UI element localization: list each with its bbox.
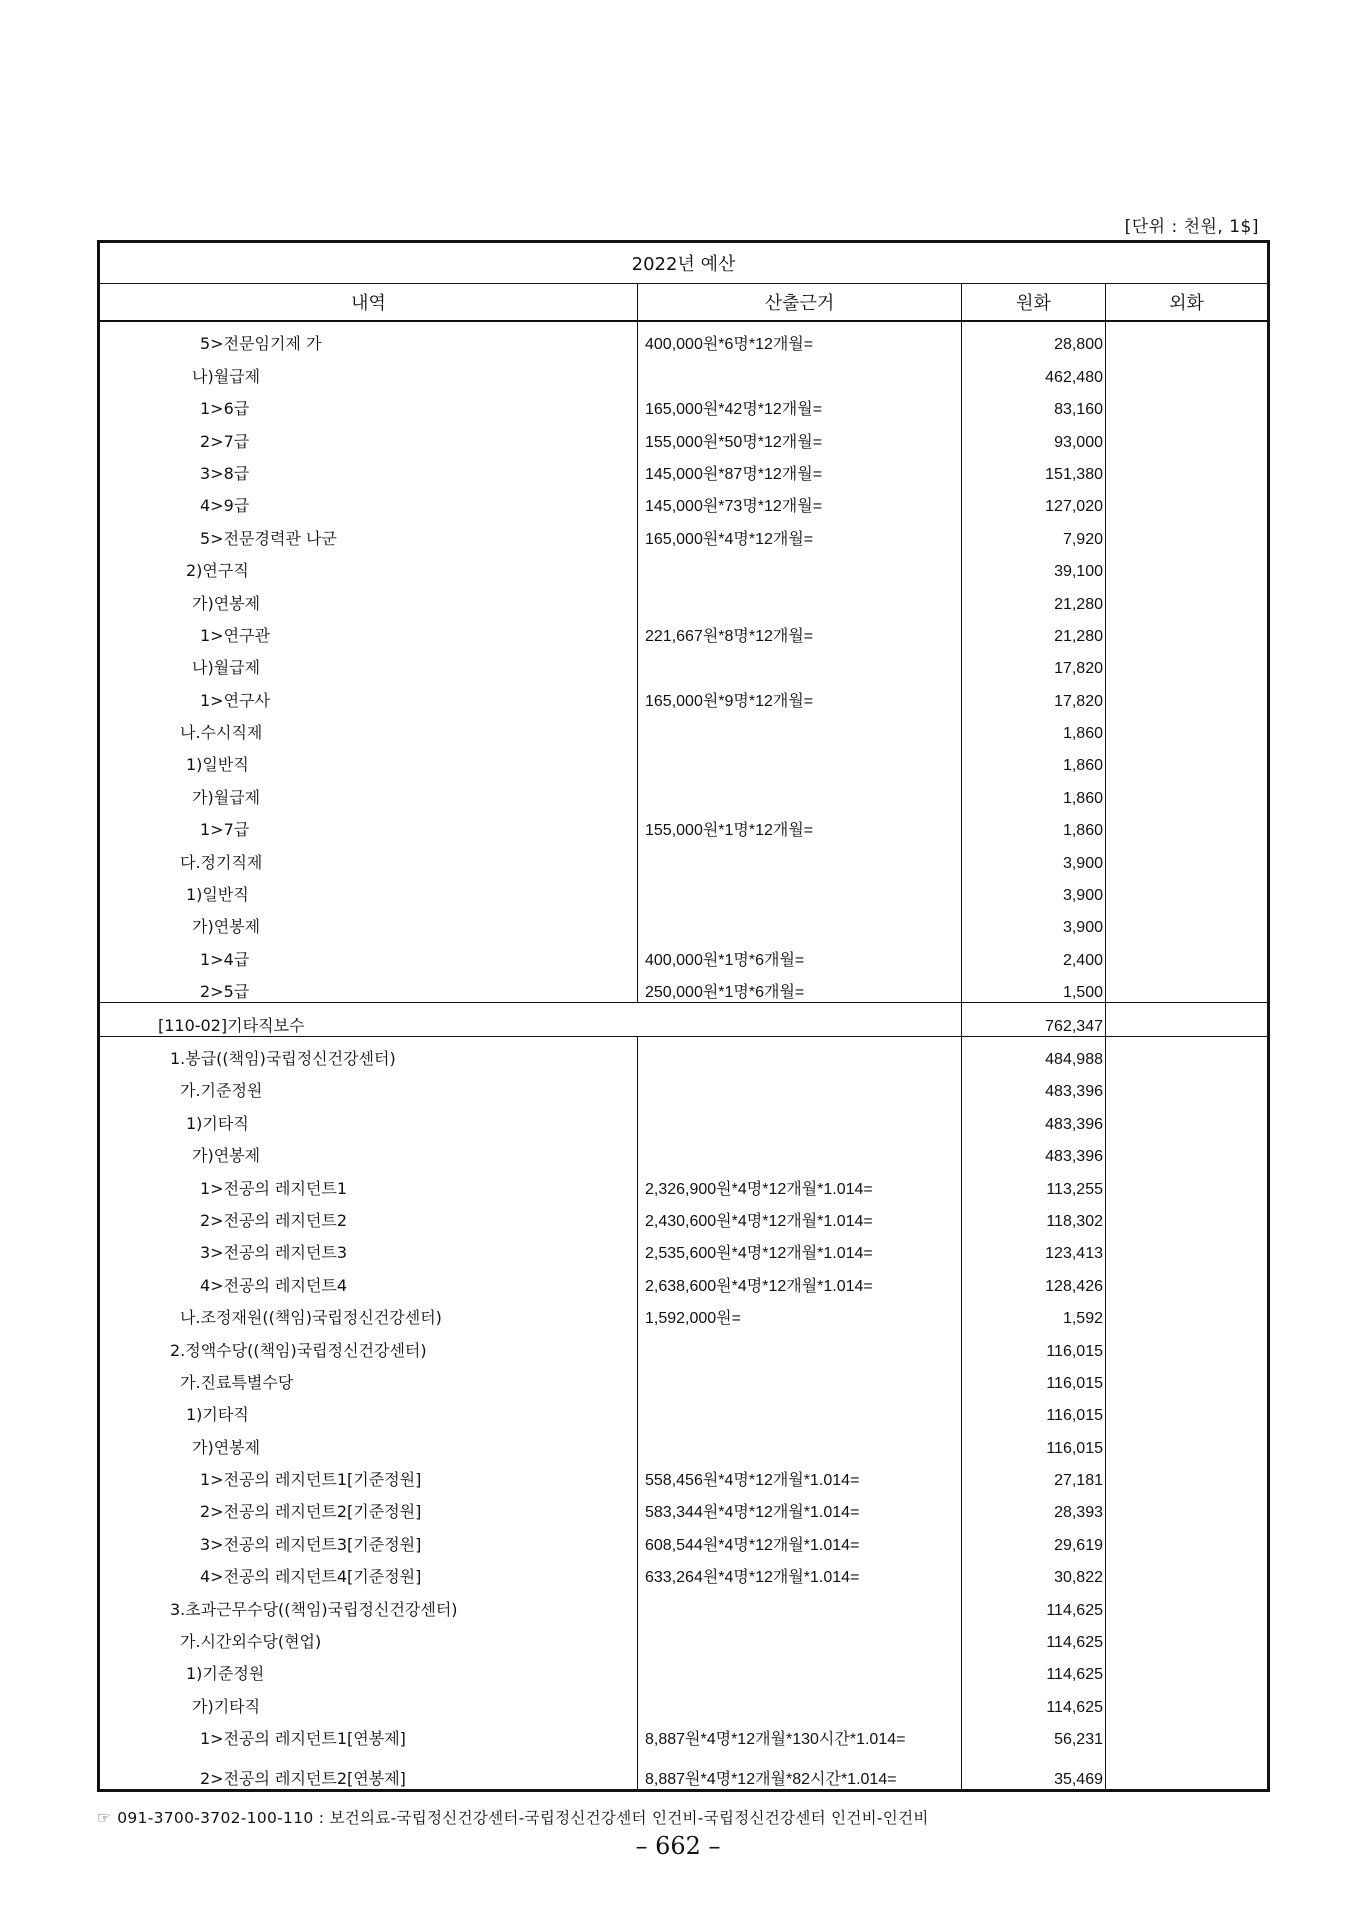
row-krw-amount: 1,860: [962, 711, 1106, 743]
row-krw-amount: 1,860: [962, 775, 1106, 807]
table-row: [99, 678, 1269, 710]
row-item: 3>8급: [99, 452, 638, 484]
row-krw-amount: 116,015: [962, 1393, 1106, 1425]
table-row: [99, 1684, 1269, 1716]
row-item: 2>전공의 레지던트2[연봉제]: [99, 1749, 638, 1791]
table-row: [99, 1458, 1269, 1490]
row-basis: [638, 1134, 962, 1166]
row-item: 1>4급: [99, 937, 638, 969]
row-krw-amount: 114,625: [962, 1652, 1106, 1684]
row-item: 5>전문경력관 나군: [99, 516, 638, 548]
table-row: [99, 646, 1269, 678]
row-basis: [638, 1620, 962, 1652]
table-row: [99, 614, 1269, 646]
row-krw-amount: 483,396: [962, 1134, 1106, 1166]
table-row: [99, 840, 1269, 872]
row-basis: 221,667원*8명*12개월=: [638, 614, 962, 646]
row-foreign-amount: [1106, 743, 1269, 775]
row-foreign-amount: [1106, 452, 1269, 484]
table-row: [99, 873, 1269, 905]
row-basis: 250,000원*1명*6개월=: [638, 970, 962, 1003]
table-row: [99, 1036, 1269, 1069]
row-foreign-amount: [1106, 1328, 1269, 1360]
table-row: [99, 970, 1269, 1003]
row-foreign-amount: [1106, 711, 1269, 743]
row-basis: [638, 1101, 962, 1133]
row-foreign-amount: [1106, 1652, 1269, 1684]
row-item: 1>연구사: [99, 678, 638, 710]
row-krw-amount: 123,413: [962, 1231, 1106, 1263]
table-row: [99, 937, 1269, 969]
row-krw-amount: 483,396: [962, 1069, 1106, 1101]
row-item: 1.봉급((책임)국립정신건강센터): [99, 1036, 638, 1069]
row-item: [110-02]기타직보수: [99, 1003, 962, 1036]
table-row: [99, 354, 1269, 386]
row-foreign-amount: [1106, 1458, 1269, 1490]
row-krw-amount: 114,625: [962, 1620, 1106, 1652]
table-row: [99, 1555, 1269, 1587]
table-row: [99, 1134, 1269, 1166]
row-foreign-amount: [1106, 1166, 1269, 1198]
row-item: 1>7급: [99, 808, 638, 840]
row-basis: 2,535,600원*4명*12개월*1.014=: [638, 1231, 962, 1263]
row-krw-amount: 3,900: [962, 905, 1106, 937]
row-basis: [638, 646, 962, 678]
row-basis: 400,000원*1명*6개월=: [638, 937, 962, 969]
year-header-row: [99, 242, 1269, 284]
row-basis: [638, 1587, 962, 1619]
row-krw-amount: 3,900: [962, 873, 1106, 905]
row-item: 2>전공의 레지던트2[기준정원]: [99, 1490, 638, 1522]
row-basis: [638, 1684, 962, 1716]
row-krw-amount: 1,860: [962, 743, 1106, 775]
row-item: 1)기준정원: [99, 1652, 638, 1684]
footer-text: 091-3700-3702-100-110 : 보건의료-국립정신건강센터-국립정신건강센터 인건비-국립정신건강센터 인건비-인건비: [117, 1809, 929, 1827]
row-item: 가.시간외수당(현업): [99, 1620, 638, 1652]
row-foreign-amount: [1106, 614, 1269, 646]
row-foreign-amount: [1106, 581, 1269, 613]
row-item: 3>전공의 레지던트3: [99, 1231, 638, 1263]
row-krw-amount: 116,015: [962, 1328, 1106, 1360]
page-number: – 662 –: [635, 1832, 721, 1860]
row-foreign-amount: [1106, 775, 1269, 807]
row-krw-amount: 17,820: [962, 678, 1106, 710]
table-row: [99, 1522, 1269, 1554]
row-basis: [638, 775, 962, 807]
row-foreign-amount: [1106, 1717, 1269, 1749]
table-row: [99, 1361, 1269, 1393]
row-item: 1)기타직: [99, 1393, 638, 1425]
row-basis: [638, 1425, 962, 1457]
row-foreign-amount: [1106, 1587, 1269, 1619]
row-foreign-amount: [1106, 1101, 1269, 1133]
row-foreign-amount: [1106, 549, 1269, 581]
row-krw-amount: 1,592: [962, 1296, 1106, 1328]
row-basis: 165,000원*9명*12개월=: [638, 678, 962, 710]
row-foreign-amount: [1106, 1393, 1269, 1425]
row-foreign-amount: [1106, 1263, 1269, 1295]
row-item: 가)연봉제: [99, 1134, 638, 1166]
row-basis: [638, 549, 962, 581]
table-row: [99, 1231, 1269, 1263]
row-foreign-amount: [1106, 970, 1269, 1003]
row-basis: 400,000원*6명*12개월=: [638, 321, 962, 354]
row-item: 1>전공의 레지던트1[연봉제]: [99, 1717, 638, 1749]
column-header-foreign: 외화: [1106, 284, 1269, 322]
row-foreign-amount: [1106, 1003, 1269, 1036]
row-item: 2>5급: [99, 970, 638, 1003]
row-krw-amount: 21,280: [962, 614, 1106, 646]
row-krw-amount: 28,393: [962, 1490, 1106, 1522]
row-foreign-amount: [1106, 1134, 1269, 1166]
table-row: [99, 808, 1269, 840]
row-krw-amount: 83,160: [962, 387, 1106, 419]
row-krw-amount: 28,800: [962, 321, 1106, 354]
row-basis: 608,544원*4명*12개월*1.014=: [638, 1522, 962, 1554]
row-item: 다.정기직제: [99, 840, 638, 872]
row-krw-amount: 21,280: [962, 581, 1106, 613]
row-krw-amount: 116,015: [962, 1361, 1106, 1393]
table-row: [99, 484, 1269, 516]
row-item: 4>전공의 레지던트4[기준정원]: [99, 1555, 638, 1587]
table-row: [99, 1296, 1269, 1328]
row-foreign-amount: [1106, 840, 1269, 872]
row-item: 가.진료특별수당: [99, 1361, 638, 1393]
row-krw-amount: 3,900: [962, 840, 1106, 872]
table-row: [99, 581, 1269, 613]
row-basis: 165,000원*4명*12개월=: [638, 516, 962, 548]
table-row: [99, 1717, 1269, 1749]
row-item: 2>7급: [99, 419, 638, 451]
row-basis: 155,000원*50명*12개월=: [638, 419, 962, 451]
table-row: [99, 1652, 1269, 1684]
table-section-row: [99, 1003, 1269, 1036]
row-item: 나.수시직제: [99, 711, 638, 743]
row-basis: [638, 873, 962, 905]
row-item: 나)월급제: [99, 646, 638, 678]
row-basis: 8,887원*4명*12개월*130시간*1.014=: [638, 1717, 962, 1749]
table-row: [99, 419, 1269, 451]
table-row: [99, 1490, 1269, 1522]
row-item: 2.정액수당((책임)국립정신건강센터): [99, 1328, 638, 1360]
row-basis: [638, 581, 962, 613]
row-item: 가.기준정원: [99, 1069, 638, 1101]
table-row: [99, 1328, 1269, 1360]
row-krw-amount: 127,020: [962, 484, 1106, 516]
row-krw-amount: 1,860: [962, 808, 1106, 840]
row-item: 5>전문임기제 가: [99, 321, 638, 354]
footer-account-path: [97, 1806, 929, 1828]
row-krw-amount: 114,625: [962, 1587, 1106, 1619]
table-row: [99, 549, 1269, 581]
row-foreign-amount: [1106, 1522, 1269, 1554]
row-foreign-amount: [1106, 354, 1269, 386]
row-item: 4>9급: [99, 484, 638, 516]
row-krw-amount: 35,469: [962, 1749, 1106, 1791]
row-item: 가)월급제: [99, 775, 638, 807]
table-row: [99, 516, 1269, 548]
row-krw-amount: 29,619: [962, 1522, 1106, 1554]
row-krw-amount: 30,822: [962, 1555, 1106, 1587]
row-foreign-amount: [1106, 1296, 1269, 1328]
row-basis: 2,326,900원*4명*12개월*1.014=: [638, 1166, 962, 1198]
row-krw-amount: 462,480: [962, 354, 1106, 386]
row-basis: [638, 1393, 962, 1425]
row-basis: [638, 743, 962, 775]
row-foreign-amount: [1106, 1684, 1269, 1716]
row-krw-amount: 114,625: [962, 1684, 1106, 1716]
table-row: [99, 1069, 1269, 1101]
row-foreign-amount: [1106, 321, 1269, 354]
row-item: 1)일반직: [99, 873, 638, 905]
row-basis: [638, 1036, 962, 1069]
row-basis: 145,000원*73명*12개월=: [638, 484, 962, 516]
row-foreign-amount: [1106, 1749, 1269, 1791]
row-basis: [638, 1069, 962, 1101]
year-header: 2022년 예산: [99, 242, 1269, 284]
row-foreign-amount: [1106, 1620, 1269, 1652]
table-row: [99, 452, 1269, 484]
row-item: 가)연봉제: [99, 1425, 638, 1457]
row-krw-amount: 17,820: [962, 646, 1106, 678]
budget-table: [97, 240, 1270, 1792]
row-krw-amount: 118,302: [962, 1199, 1106, 1231]
row-basis: 2,638,600원*4명*12개월*1.014=: [638, 1263, 962, 1295]
row-basis: 558,456원*4명*12개월*1.014=: [638, 1458, 962, 1490]
row-foreign-amount: [1106, 1069, 1269, 1101]
row-basis: 633,264원*4명*12개월*1.014=: [638, 1555, 962, 1587]
row-krw-amount: 2,400: [962, 937, 1106, 969]
row-krw-amount: 483,396: [962, 1101, 1106, 1133]
row-foreign-amount: [1106, 516, 1269, 548]
row-basis: [638, 1361, 962, 1393]
table-row: [99, 1587, 1269, 1619]
row-krw-amount: 7,920: [962, 516, 1106, 548]
row-basis: 8,887원*4명*12개월*82시간*1.014=: [638, 1749, 962, 1791]
row-item: 3.초과근무수당((책임)국립정신건강센터): [99, 1587, 638, 1619]
row-foreign-amount: [1106, 1361, 1269, 1393]
row-foreign-amount: [1106, 808, 1269, 840]
row-item: 3>전공의 레지던트3[기준정원]: [99, 1522, 638, 1554]
column-header-basis: 산출근거: [638, 284, 962, 322]
row-foreign-amount: [1106, 678, 1269, 710]
table-row: [99, 711, 1269, 743]
row-basis: 1,592,000원=: [638, 1296, 962, 1328]
row-item: 가)기타직: [99, 1684, 638, 1716]
row-foreign-amount: [1106, 873, 1269, 905]
table-row: [99, 321, 1269, 354]
row-basis: [638, 840, 962, 872]
row-item: 2>전공의 레지던트2: [99, 1199, 638, 1231]
row-krw-amount: 151,380: [962, 452, 1106, 484]
row-basis: 155,000원*1명*12개월=: [638, 808, 962, 840]
row-krw-amount: 128,426: [962, 1263, 1106, 1295]
row-item: 4>전공의 레지던트4: [99, 1263, 638, 1295]
row-item: 1)기타직: [99, 1101, 638, 1133]
row-basis: 165,000원*42명*12개월=: [638, 387, 962, 419]
row-foreign-amount: [1106, 484, 1269, 516]
row-krw-amount: 113,255: [962, 1166, 1106, 1198]
row-krw-amount: 762,347: [962, 1003, 1106, 1036]
row-item: 1>6급: [99, 387, 638, 419]
table-row: [99, 1749, 1269, 1791]
column-header-krw: 원화: [962, 284, 1106, 322]
column-header-row: [99, 284, 1269, 322]
row-basis: [638, 354, 962, 386]
row-foreign-amount: [1106, 1555, 1269, 1587]
row-basis: [638, 711, 962, 743]
row-item: 1)일반직: [99, 743, 638, 775]
table-row: [99, 743, 1269, 775]
row-item: 2)연구직: [99, 549, 638, 581]
row-item: 가)연봉제: [99, 905, 638, 937]
row-basis: [638, 905, 962, 937]
row-item: 나.조정재원((책임)국립정신건강센터): [99, 1296, 638, 1328]
row-foreign-amount: [1106, 1231, 1269, 1263]
table-row: [99, 1263, 1269, 1295]
column-header-item: 내역: [99, 284, 638, 322]
row-krw-amount: 56,231: [962, 1717, 1106, 1749]
row-item: 가)연봉제: [99, 581, 638, 613]
row-krw-amount: 27,181: [962, 1458, 1106, 1490]
table-row: [99, 1101, 1269, 1133]
row-foreign-amount: [1106, 1199, 1269, 1231]
table-row: [99, 905, 1269, 937]
table-row: [99, 1620, 1269, 1652]
row-krw-amount: 93,000: [962, 419, 1106, 451]
row-basis: 583,344원*4명*12개월*1.014=: [638, 1490, 962, 1522]
row-krw-amount: 484,988: [962, 1036, 1106, 1069]
row-foreign-amount: [1106, 387, 1269, 419]
row-basis: 2,430,600원*4명*12개월*1.014=: [638, 1199, 962, 1231]
row-foreign-amount: [1106, 1425, 1269, 1457]
row-basis: [638, 1652, 962, 1684]
table-row: [99, 775, 1269, 807]
row-basis: 145,000원*87명*12개월=: [638, 452, 962, 484]
row-item: 1>전공의 레지던트1[기준정원]: [99, 1458, 638, 1490]
row-basis: [638, 1328, 962, 1360]
row-krw-amount: 116,015: [962, 1425, 1106, 1457]
row-item: 1>연구관: [99, 614, 638, 646]
table-row: [99, 1425, 1269, 1457]
table-row: [99, 1393, 1269, 1425]
row-krw-amount: 1,500: [962, 970, 1106, 1003]
row-foreign-amount: [1106, 1490, 1269, 1522]
row-foreign-amount: [1106, 646, 1269, 678]
unit-label: [단위 : 천원, 1$]: [1124, 217, 1259, 237]
table-row: [99, 1166, 1269, 1198]
table-row: [99, 387, 1269, 419]
row-foreign-amount: [1106, 419, 1269, 451]
row-foreign-amount: [1106, 937, 1269, 969]
row-krw-amount: 39,100: [962, 549, 1106, 581]
row-item: 1>전공의 레지던트1: [99, 1166, 638, 1198]
row-foreign-amount: [1106, 1036, 1269, 1069]
row-item: 나)월급제: [99, 354, 638, 386]
pointing-hand-icon: ☞: [97, 1809, 112, 1827]
table-row: [99, 1199, 1269, 1231]
row-foreign-amount: [1106, 905, 1269, 937]
